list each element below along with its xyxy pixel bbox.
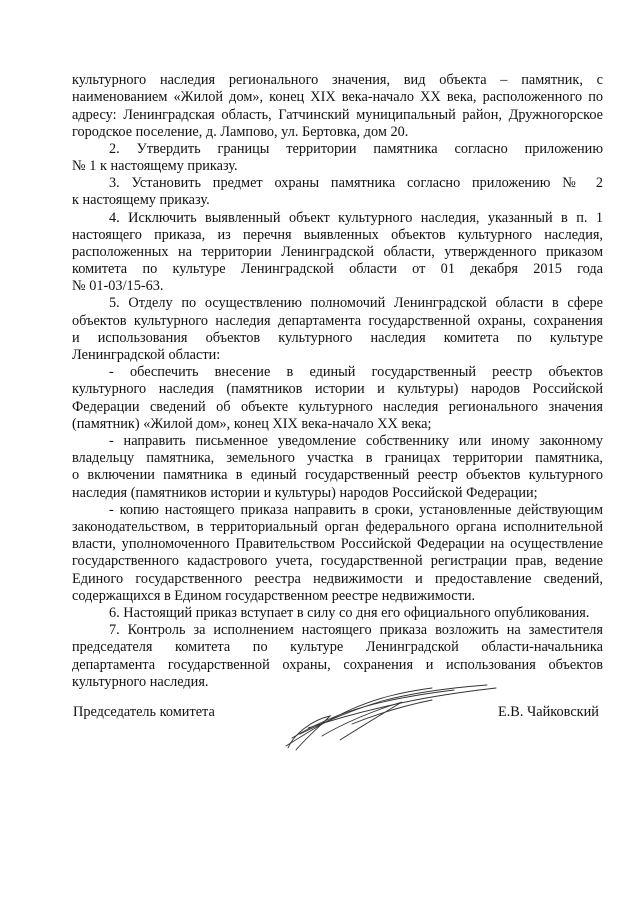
text-line: - направить письменное уведомление собственнику или иному законному bbox=[109, 433, 603, 449]
text-line: 3. Установить предмет охраны памятника согласно приложению № 2 bbox=[109, 175, 603, 191]
text-line: содержащихся в Едином государственном реестре недвижимости. bbox=[72, 588, 476, 604]
text-line: 5. Отделу по осуществлению полномочий Ленинградской области в сфере bbox=[109, 295, 603, 311]
text-line: государственного кадастрового учета, государственной регистрации прав, ведение bbox=[72, 553, 603, 569]
text-line: культурного наследия регионального значения, вид объекта – памятник, с bbox=[72, 72, 603, 88]
text-line: настоящего приказа, из перечня выявленных объектов культурного наследия, bbox=[72, 227, 603, 243]
text-line: владельцу памятника, земельного участка в границах территории памятника, bbox=[72, 450, 603, 466]
text-line: 6. Настоящий приказ вступает в силу со дня его официального опубликования. bbox=[109, 605, 590, 621]
text-line: № 1 к настоящему приказу. bbox=[72, 158, 238, 174]
text-line: культурного наследия. bbox=[72, 674, 209, 690]
signatory-title: Председатель комитета bbox=[73, 704, 215, 720]
text-line: и использования объектов культурного наследия комитета по культуре bbox=[72, 330, 603, 346]
text-line: - копию настоящего приказа направить в сроки, установленные действующим bbox=[109, 502, 603, 518]
text-line: власти, уполномоченного Правительством Российской Федерации на осуществление bbox=[72, 536, 603, 552]
text-line: законодательством, в территориальный орган федерального органа исполнительной bbox=[72, 519, 603, 535]
text-line: адресу: Ленинградская область, Гатчинский муниципальный район, Дружногорское bbox=[72, 107, 603, 123]
text-line: № 01-03/15-63. bbox=[72, 278, 164, 294]
text-line: расположенных на территории Ленинградской области, утвержденного приказом bbox=[72, 244, 603, 260]
text-line: Ленинградской области: bbox=[72, 347, 221, 363]
text-line: 7. Контроль за исполнением настоящего приказа возложить на заместителя bbox=[109, 622, 603, 638]
text-line: департамента государственной охраны, сохранения и использования объектов bbox=[72, 657, 603, 673]
text-line: к настоящему приказу. bbox=[72, 192, 210, 208]
text-line: городское поселение, д. Лампово, ул. Бертовка, дом 20. bbox=[72, 124, 409, 140]
signatory-name: Е.В. Чайковский bbox=[498, 704, 599, 720]
text-line: 2. Утвердить границы территории памятника согласно приложению bbox=[109, 141, 603, 157]
text-line: объектов культурного наследия департамента государственной охраны, сохранения bbox=[72, 313, 603, 329]
text-line: о включении памятника в единый государственный реестр объектов культурного bbox=[72, 467, 603, 483]
text-line: (памятник) «Жилой дом», конец XIX века-начало XX века; bbox=[72, 416, 432, 432]
text-line: наследия (памятников истории и культуры) народов Российской Федерации; bbox=[72, 485, 538, 501]
text-line: - обеспечить внесение в единый государственный реестр объектов bbox=[109, 364, 603, 380]
text-line: председателя комитета по культуре Ленинградской области-начальника bbox=[72, 639, 603, 655]
handwritten-signature bbox=[282, 676, 500, 756]
text-line: комитета по культуре Ленинградской области от 01 декабря 2015 года bbox=[72, 261, 603, 277]
text-line: Единого государственного реестра недвижимости и предоставление сведений, bbox=[72, 571, 603, 587]
text-line: наименованием «Жилой дом», конец XIX века-начало XX века, расположенного по bbox=[72, 89, 603, 105]
text-line: Федерации сведений об объекте культурного наследия регионального значения bbox=[72, 399, 603, 415]
text-line: культурного наследия (памятников истории и культуры) народов Российской bbox=[72, 381, 603, 397]
text-line: 4. Исключить выявленный объект культурного наследия, указанный в п. 1 bbox=[109, 210, 603, 226]
